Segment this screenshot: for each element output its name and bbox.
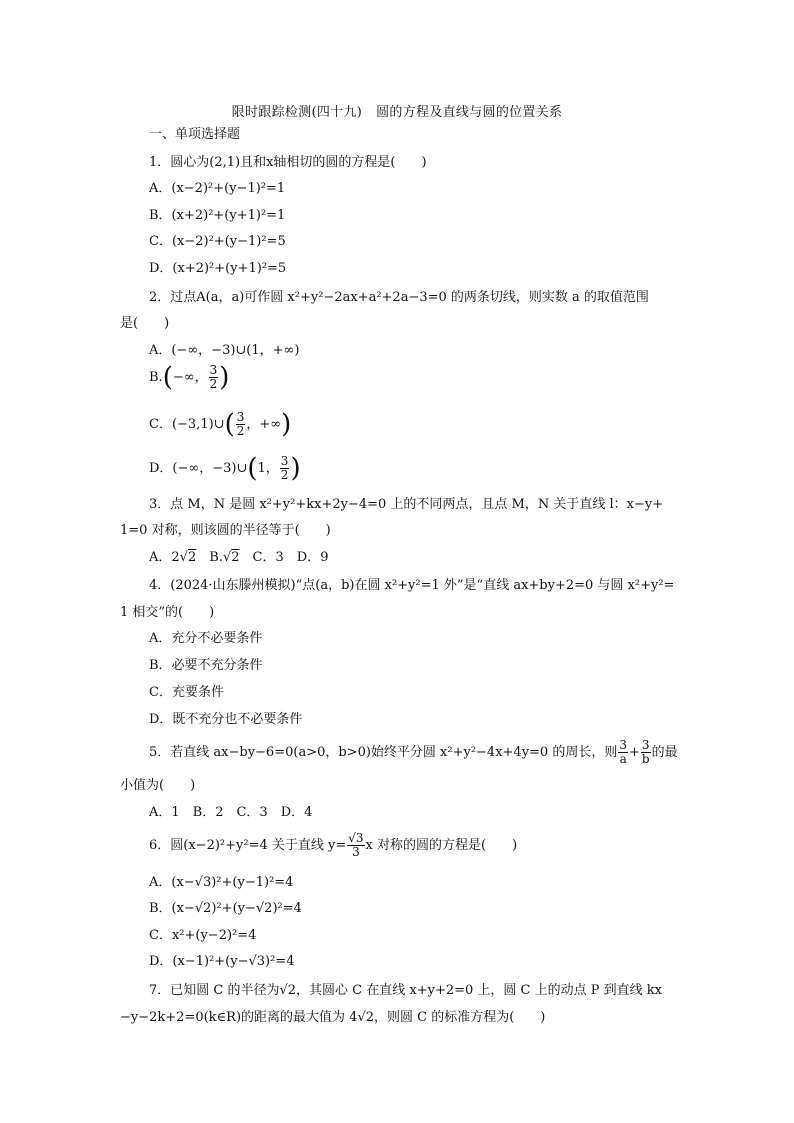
q2-option-c: C．(−3,1)∪( $\frac{3}{2}$ ，+∞): [149, 409, 292, 440]
q4-option-d: D．既不充分也不必要条件: [149, 712, 303, 727]
q4-stem-line1: 4．(2024·山东滕州模拟)“点(a，b)在圆 x²+y²=1 外”是“直线 ax+by+2=0 与圆 x²+y²=: [149, 578, 675, 593]
title-series: 限时跟踪检测(四十九): [231, 105, 363, 120]
q1-stem: 1．圆心为(2,1)且和x轴相切的圆的方程是( ): [149, 155, 427, 170]
q1-option-a: A．(x−2)²+(y−1)²=1: [149, 181, 286, 196]
q4-option-a: A．充分不必要条件: [149, 631, 263, 646]
q5-stem-line1: 5．若直线 ax−by−6=0(a>0，b>0)始终平分圆 x²+y²−4x+4y=0 的周长，则 $\frac{3}{a}$ + $\frac{3}{b}$ 的最: [149, 738, 678, 766]
fraction: $\frac{3}{a}$: [619, 738, 627, 766]
q6-option-a: A．(x−√3)²+(y−1)²=4: [149, 875, 294, 890]
q5-options: A．1 B．2 C．3 D．4: [149, 805, 313, 820]
q7-stem-line2: −y−2k+2=0(k∈R)的距离的最大值为 4√2，则圆 C 的标准方程为( ): [120, 1010, 546, 1025]
q6-option-d: D．(x−1)²+(y−√3)²=4: [149, 954, 295, 969]
q2-stem-line1: 2．过点A(a，a)可作圆 x²+y²−2ax+a²+2a−3=0 的两条切线，则实数 a 的取值范围: [149, 290, 649, 305]
q1-option-d: D．(x+2)²+(y+1)²=5: [149, 261, 287, 276]
section-heading: 一、单项选择题: [149, 127, 241, 142]
title-topic: 圆的方程及直线与圆的位置关系: [376, 105, 563, 120]
q5-stem-line2: 小值为( ): [120, 778, 196, 793]
q3-stem-line1: 3．点 M，N 是圆 x²+y²+kx+2y−4=0 上的不同两点，且点 M，N 关于直线 l：x−y+: [149, 497, 664, 512]
q2-option-d: D．(−∞，−3)∪(1， $\frac{3}{2}$ ): [149, 453, 301, 484]
q6-option-b: B．(x−√2)²+(y−√2)²=4: [149, 901, 302, 916]
fraction: $\frac{√3}{3}$: [348, 831, 364, 859]
q7-stem-line1: 7．已知圆 C 的半径为√2，其圆心 C 在直线 x+y+2=0 上，圆 C 上的动点 P 到直线 kx: [149, 983, 662, 998]
page-title: [0, 101, 794, 120]
q3-stem-line2: 1=0 对称，则该圆的半径等于( ): [120, 523, 331, 538]
q4-option-b: B．必要不充分条件: [149, 658, 263, 673]
q3-options: A．2√2 B.√2 C．3 D．9: [149, 550, 329, 565]
q6-stem: 6．圆(x−2)²+y²=4 关于直线 y= $\frac{√3}{3}$ x 对称的圆的方程是( ): [149, 831, 518, 859]
q2-option-a: A．(−∞，−3)∪(1，+∞): [149, 343, 300, 358]
q4-option-c: C．充要条件: [149, 685, 224, 700]
fraction: $\frac{3}{2}$: [236, 410, 245, 438]
q6-option-c: C．x²+(y−2)²=4: [149, 928, 257, 943]
q4-stem-line2: 1 相交”的( ): [120, 605, 215, 620]
fraction: $\frac{3}{2}$: [280, 454, 289, 482]
q1-option-c: C．(x−2)²+(y−1)²=5: [149, 234, 286, 249]
q1-option-b: B．(x+2)²+(y+1)²=1: [149, 208, 286, 223]
q2-stem-line2: 是( ): [120, 316, 170, 331]
q2-option-b: B.(−∞， $\frac{3}{2}$ ): [149, 362, 230, 393]
fraction: $\frac{3}{2}$: [209, 363, 218, 391]
fraction: $\frac{3}{b}$: [641, 738, 650, 766]
